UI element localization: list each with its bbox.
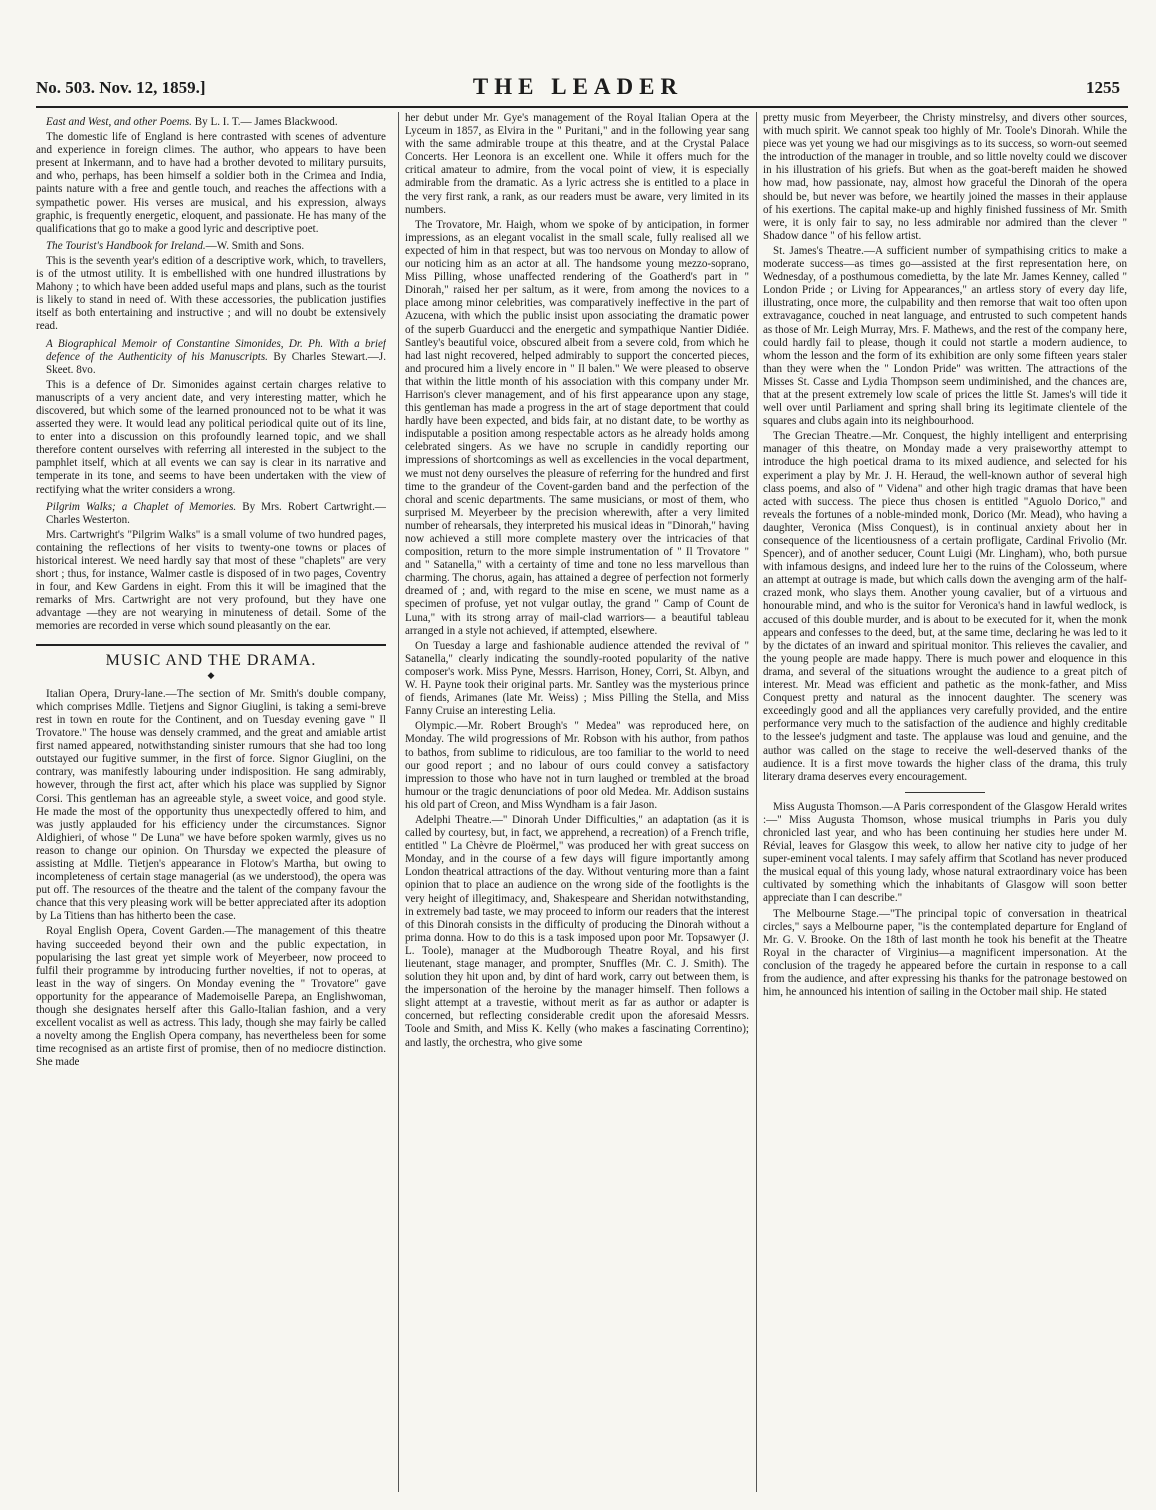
- article-paragraph: Olympic.—Mr. Robert Brough's " Medea" was reproduced here, on Monday. The wild progressions of Mr. Robson with his author, from pathos to bathos, from sublime to ridiculous, are too familiar to the world to need our good report ; and no labour of ours could convey a satisfactory impression to those who have not in turn laughed or trembled at the broad humour or the tragic denunciations of poor old Medea. Mr. Addison sustains his old part of Creon, and Miss Wyndham is a fair Jason.: [405, 720, 749, 811]
- book-notice-heading: The Tourist's Handbook for Ireland.—W. Smith and Sons.: [46, 239, 305, 252]
- section-title: MUSIC AND THE DRAMA.: [105, 651, 317, 669]
- article-paragraph: The Melbourne Stage.—"The principal topic of conversation in theatrical circles," says a Melbourne paper, "is the contemplated departure for England of Mr. G. V. Brooke. On the 18th of last month he took his benefit at the Theatre Royal in the character of Virginius—a magnificent impersonation. At the conclusion of the tragedy he appeared before the curtain in response to a call from the audience, and after expressing his thanks for the patronage bestowed on him, he announced his intention of sailing in the October mail ship. He stated: [763, 907, 1127, 999]
- issue-number: No. 503. Nov. 12, 1859.]: [36, 78, 206, 97]
- article-paragraph: St. James's Theatre.—A sufficient number of sympathising critics to make a moderate success—as times go—assisted at the first representation here, on Wednesday, of a posthumous comedietta, by the late Mr. James Kenney, called " London Pride ; or Living for Appearances," an artless story of every day life, illustrating, once more, the culpability and then remorse that wait too often upon extravagance, couched in neat language, and entrusted to such competent hands as those of Mr. Leigh Murray, Mrs. F. Mathews, and the rest of the company here, could hardly fail to please, though it could not startle a modern audience, to whom the lesson and the form of its exhibition are only some fifteen years staler than they were when the " London Pride" was written. The attractions of the Misses St. Casse and Lydia Thompson seem undiminished, and the chances are, that at the present extremely low scale of prices the little St. James's will tide it well over until Parliament and spring shall bring its legitimate clientele of the squares and clubs again into its neighbourhood.: [763, 244, 1127, 428]
- page-header: [18, 74, 1138, 104]
- masthead-title: THE LEADER: [472, 74, 684, 99]
- article-paragraph: her debut under Mr. Gye's management of the Royal Italian Opera at the Lyceum in 1857, as Elvira in the " Puritani," and in the following year sang with the same admirable troupe at this theatre, and at the Crystal Palace Concerts. Her Leonora is an excellent one. While it offers much for the critical amateur to admire, from the vocal point of view, it is especially admirable from the dramatic. As a lyric actress she is entitled to a place in the very first rank, a rank, as our readers must be aware, very limited in its numbers.: [405, 112, 749, 216]
- book-review: The domestic life of England is here contrasted with scenes of adventure and experience in foreign climes. The author, who appears to have been present at Inkermann, and to have had a brother devoted to military pursuits, and who, perhaps, has been himself a soldier both in the Crimea and India, paints nature with a free and gentle touch, and reaches the affections with a sympathetic power. His verses are musical, and his expression, always graphic, is frequently energetic, eloquent, and passionate. He has many of the qualifications that go to make a good lyric and descriptive poet.: [36, 131, 386, 235]
- article-paragraph: Adelphi Theatre.—" Dinorah Under Difficulties," an adaptation (as it is called by courtesy, but, in fact, we apprehend, a recreation) of a French trifle, entitled " La Chèvre de Ploërmel," was produced her with great success on Monday, and in the course of a few days will figure importantly among London theatrical attractions of the day. Without venturing more than a faint opinion that to place an audience on the wrong side of the footlights is the very height of illegitimacy, and, Shakespeare and Sheridan notwithstanding, in extremely bad taste, we may proceed to inform our readers that the interest of this Dinorah consists in the difficulty of producing the Dinorah without a prima donna. How to do this is a task imposed upon poor Mr. Topsawyer (J. L. Toole), manager at the Mudborough Theatre Royal, and his first lieutenant, stage manager, and prompter, Snuffles (Mr. C. J. Smith). The solution they hit upon and, by dint of hard work, carry out between them, is the impersonation of the heroine by the manager himself. Then follows a slight attempt at a travestie, without merit as far as author or adapter is concerned, but reflecting considerable credit upon the aforesaid Messrs. Toole and Smith, and Miss K. Kelly (who makes a fascinating Correntino); and lastly, the orchestra, who give some: [405, 813, 749, 1049]
- header-rule: [36, 106, 1128, 108]
- book-notice-heading: East and West, and other Poems. By L. I. T.— James Blackwood.: [46, 116, 338, 128]
- article-paragraph: Italian Opera, Drury-lane.—The section of Mr. Smith's double company, which comprises Mdlle. Tietjens and Signor Giuglini, is taking a semi-breve rest in town en route for the Continent, and on Tuesday evening gave " Il Trovatore." The house was densely crammed, and the great and amiable artist first named appeared, notwithstanding sinister rumours that she had too long outstayed our fugitive summer, in the first of force. Signor Giuglini, on the contrary, was manifestly labouring under indisposition. He sang admirably, however, through the first act, after which his place was supplied by Signor Corsi. This gentleman has an agreeable style, a sweet voice, and good style. He made the most of the opportunity thus unexpectedly offered to him, and was justly applauded for his efficiency under the circumstances. Signor Aldighieri, of whose " De Luna" we have before spoken warmly, gives us no reason to change our opinion. On Thursday we expected the pleasure of assisting at Mdlle. Tietjen's appearance in Flotow's Martha, but owing to incompleteness of certain stage managerial (as we understood), the opera was put off. The resources of the theatre and the talent of the company favour the chance that this very pleasing work will be better appreciated after its adoption by La Titiens than has hitherto been the case.: [36, 687, 386, 923]
- book-review: This is the seventh year's edition of a descriptive work, which, to travellers, is of the utmost utility. It is embellished with one hundred illustrations by Mahony ; to which have been added useful maps and plans, such as the tourist is likely to stand in need of. With these accessories, the publication justifies itself as both entertaining and instructive ; and will no doubt be extensively read.: [36, 254, 386, 333]
- article-paragraph: The Grecian Theatre.—Mr. Conquest, the highly intelligent and enterprising manager of this theatre, on Monday made a very praiseworthy attempt to introduce the high poetical drama to its mixed audience, and selected for his experiment a play by Mr. J. H. Heraud, the well-known author of several high class poems, and also of " Videna" and other high tragic dramas that have been acted with success. The piece thus chosen is entitled "Aguolo Dorico," and reveals the fortunes of a noble-minded monk, Dorico (Mr. Mead), who having a daughter, Veronica (Miss Conquest), is in continual anxiety about her in consequence of the licentiousness of a certain profligate, Cardinal Frivolio (Mr. Spencer), and of another seducer, Count Luigi (Mr. Lingham), who, both pursue with infamous designs, and indeed lure her to the ruins of the Colosseum, where an attempt at outrage is made, but which calls down the avenging arm of the half-crazed monk, who slays them. Another young cavalier, but of a virtuous and honourable mind, and who is the suitor for Veronica's hand in lawful wedlock, is accused of this double murder, and is about to be executed for it, when the monk appears and confesses to the deed, but, at the same time, declaring he was led to it by the dictates of an inward and spiritual monitor. This relieves the cavalier, and the young people are made happy. There is much power and eloquence in this drama, and several of the situations wrought the audience to a great pitch of interest. Mr. Mead was efficient and pathetic as the monk-father, and Miss Conquest pretty and natural as the innocent daughter. The scenery was exceedingly good and all the appliances very carefully provided, and the entire performance very much to the satisfaction of the audience and highly creditable to the lessee's judgment and taste. The applause was loud and genuine, and the author was called on the stage to receive the well-deserved thanks of the audience. It is a first move towards the higher class of the drama, this truly literary drama deserves every encouragement.: [763, 430, 1127, 783]
- book-review: This is a defence of Dr. Simonides against certain charges relative to manuscripts of a very ancient date, and very interesting matter, which he discovered, but which some of the learned pronounced not to be what it was asserted they were. It would lead any political periodical quite out of its line, to enter into a discussion on this profoundly learned topic, and we shall therefore content ourselves with referring all interested in the subject to the pamphlet itself, which at all events we can say is clear in its narrative and temperate in its tone, and seems to have been undertaken with the view of rectifying what the writer considers a wrong.: [36, 378, 386, 496]
- book-notice-heading: A Biographical Memoir of Constantine Simonides, Dr. Ph. With a brief defence of the Authenticity of his Manuscripts. By Charles Stewart.—J. Skeet. 8vo.: [46, 337, 386, 376]
- column-2: [398, 112, 749, 1492]
- column-1: [36, 112, 386, 1492]
- column-3: [756, 112, 1127, 1492]
- page-number: 1255: [1086, 78, 1120, 97]
- book-notice-heading: Pilgrim Walks; a Chaplet of Memories. By Mrs. Robert Cartwright.—Charles Westerton.: [46, 500, 386, 526]
- article-paragraph: The Trovatore, Mr. Haigh, whom we spoke of by anticipation, in former impressions, as an elegant vocalist in the small scale, fully realised all we expected of him in that respect, but was too nervous on Monday to allow of our noticing him as an actor at all. The handsome young mezzo-soprano, Miss Pilling, whose unaffected rendering of the Goatherd's part in " Dinorah," raised her per saltum, as it were, from among the novices to a place among minor celebrities, was comparatively ineffective in the part of Azucena, with which the public insist upon associating the dramatic power of the superb Guarducci and the energetic and sympathique Nantier Didiée. Santley's beautiful voice, obscured albeit from a severe cold, from which he had last night recovered, helped admirably to support the concerted pieces, and procured him a lively encore in " Il balen." We were pleased to observe that within the little month of his association with this company under Mr. Harrison's clever management, and of his first appearance upon any stage, this gentleman has made a progress in the art of stage deportment that could hardly have been expected, and bids fair, at no distant date, to be worthy as indisputable a position among respectable actors as he already holds among celebrated singers. As we have no scruple in candidly reporting our impressions of shortcomings as well as excellencies in the vocal department, we must not deny ourselves the pleasure of referring for the hundred and first time to the grandeur of the Covent-garden band and the perfection of the choral and scenic departments. The same musicians, or most of them, who surprised M. Meyerbeer by the precision wherewith, after a very limited number of rehearsals, they interpreted his musical ideas in "Dinorah," having now achieved a still more complete mastery over the intricacies of that composition, return to the more simple instrumentation of " Il Trovatore " and " Satanella," with a certainty of time and tone no less marvellous than charming. The chorus, again, has attained a degree of perfection not formerly dreamed of ; and, with regard to the mise en scene, we must name as a specimen of profuse, yet not vulgar outlay, the grand " Camp of Count de Luna," with its strong array of mail-clad warriors— a beautiful tableau arranged in a style not achieved, if attempted, elsewhere.: [405, 218, 749, 637]
- article-paragraph: pretty music from Meyerbeer, the Christy minstrelsy, and divers other sources, with much spirit. We cannot speak too highly of Mr. Toole's Dinorah. While the piece was yet young we had our misgivings as to its success, so worn-out seemed the introduction of the manager in trouble, and so little novelty could we discover in his illustration of his griefs. But when as the goat-bereft maiden he showed how mad, how passionate, nay, almost how graceful the Dinorah of the opera should be, but never was before, we heartily joined the masses in their applause of his exertions. The capital make-up and highly finished fussiness of Mr. Smith were, it is only fair to say, no less admirable nor admired than the clever " Shadow dance " of his fellow artist.: [763, 112, 1127, 242]
- section-divider: [36, 644, 386, 646]
- short-divider: [905, 792, 985, 793]
- article-paragraph: Royal English Opera, Covent Garden.—The management of this theatre having succeeded beyond their own and the public expectation, in popularising the last great yet simple work of Meyerbeer, now proceed to fulfil their programme by introducing further novelties, if not to operas, at least in the way of singers. On Monday evening the " Trovatore" gave opportunity for the appearance of Mademoiselle Parepa, an Englishwoman, though she designates herself after this Gallo-Italian fashion, and a very excellent vocalist as well as actress. This lady, though she may fairly be called a novelty among the English Opera company, has nevertheless been for some time recognised as an artiste first of promise, then of no mediocre distinction. She made: [36, 925, 386, 1069]
- article-paragraph: Miss Augusta Thomson.—A Paris correspondent of the Glasgow Herald writes :—" Miss Augusta Thomson, whose musical triumphs in Paris you duly chronicled last year, and who has been continuing her studies here under M. Révial, leaves for Glasgow this week, to allow her native city to judge of her super-eminent vocal talents. I may safely affirm that Scotland has never produced the musical equal of this young lady, whose natural extraordinary voice has been cultivated by something which the inhabitants of Glasgow will soon better appreciate than I can describe.": [763, 800, 1127, 905]
- section-ornament: ◆: [207, 669, 215, 680]
- article-paragraph: On Tuesday a large and fashionable audience attended the revival of " Satanella," clearly indicating the soundly-rooted popularity of the native composer's work. Miss Pyne, Messrs. Harrison, Honey, Corri, St. Albyn, and W. H. Payne took their original parts. Mr. Santley was the mysterious prince of fiends, Arimanes (late Mr. Weiss) ; Miss Pilling the Stella, and Miss Fanny Cruise an interesting Lelia.: [405, 639, 749, 718]
- book-review: Mrs. Cartwright's "Pilgrim Walks" is a small volume of two hundred pages, containing the reflections of her visits to twenty-one towns or places of historical interest. We need hardly say that most of these "chaplets" are very short ; thus, for instance, Walmer castle is disposed of in two pages, Coventry in four, and Kew Gardens in eight. From this it will be imagined that the remarks of Mrs. Cartwright are not very profound, but they have one advantage —they are not wearying in minuteness of detail. Some of the memories are recorded in verse which sound pleasantly on the ear.: [36, 528, 386, 633]
